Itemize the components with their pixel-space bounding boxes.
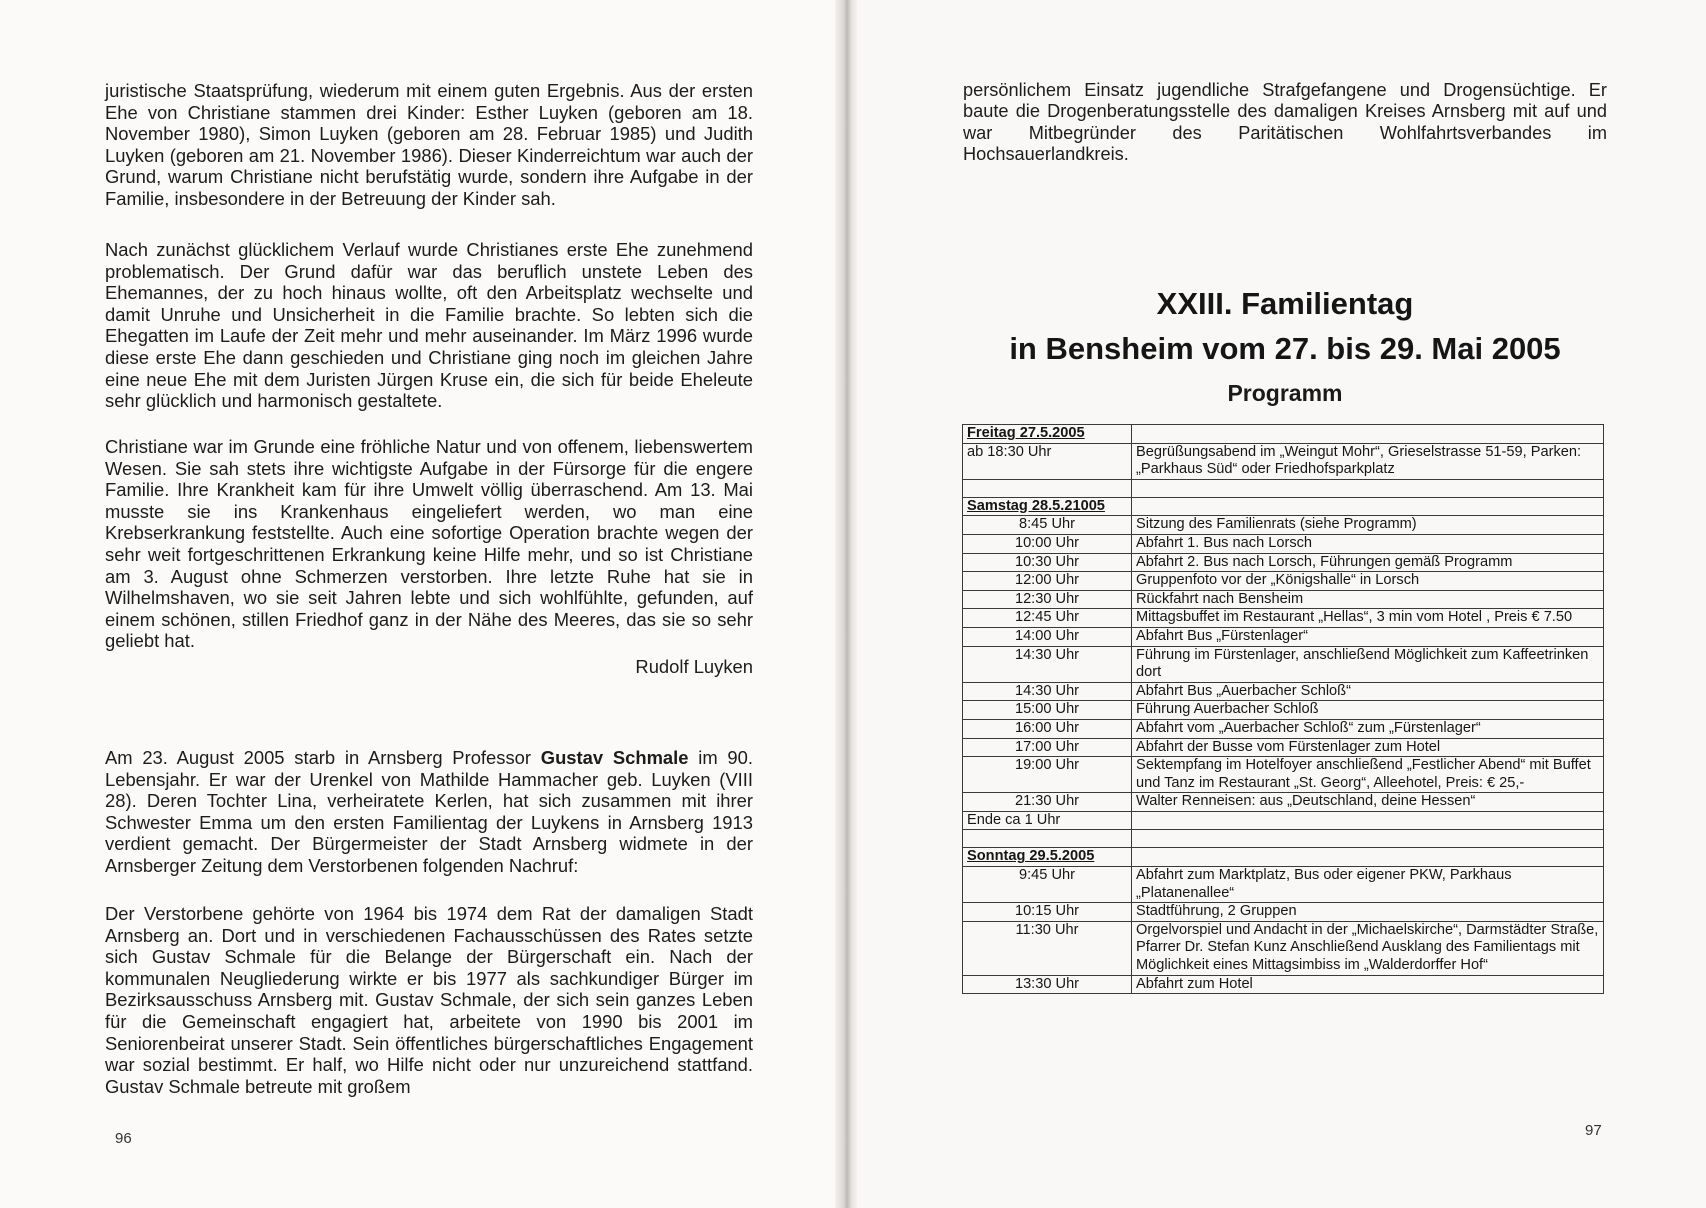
schedule-row — [963, 903, 1604, 922]
schedule-description: Walter Renneisen: aus „Deutschland, deine Hessen“ — [1132, 793, 1604, 812]
schedule-time: 15:00 Uhr — [963, 701, 1132, 720]
right-paragraph-1: persönlichem Einsatz jugendliche Strafgefangene und Drogensüchtige. Er baute die Drogenberatungsstelle des damaligen Kreises Arnsberg mit auf und war Mitbegründer des Paritätischen Wohlfahrtsverbandes im Hochsauerlandkreis. — [963, 80, 1607, 165]
schedule-day-row — [963, 425, 1604, 444]
schedule-description: Abfahrt zum Marktplatz, Bus oder eigener PKW, Parkhaus „Platanenallee“ — [1132, 867, 1604, 903]
schedule-day: Samstag 28.5.21005 — [963, 497, 1132, 516]
schedule-description: Orgelvorspiel und Andacht in der „Michaelskirche“, Darmstädter Straße, Pfarrer Dr. Stefan Kunz Anschließend Ausklang des Familientags mit Möglichkeit eines Mittagsimbiss im „Walderdorffer Hof“ — [1132, 921, 1604, 975]
schedule-time: 10:30 Uhr — [963, 553, 1132, 572]
schedule-description — [1132, 830, 1604, 848]
schedule-time: Ende ca 1 Uhr — [963, 811, 1132, 830]
left-paragraph-2: Nach zunächst glücklichem Verlauf wurde Christianes erste Ehe zunehmend problematisch. Der Grund dafür war das beruflich unstete Leben des Ehemannes, der zu hoch hinaus wollte, oft den Arbeitsplatz wechselte und damit Unruhe und Unsicherheit in die Familie brachte. So lebten sich die Ehegatten im Laufe der Zeit mehr und mehr auseinander. Im März 1996 wurde diese erste Ehe dann geschieden und Christiane ging noch im gleichen Jahre eine neue Ehe mit dem Juristen Jürgen Kruse ein, die sich für beide Eheleute sehr glücklich und harmonisch gestaltete. — [105, 239, 753, 412]
schedule-row — [963, 553, 1604, 572]
schedule-row — [963, 572, 1604, 591]
page-number-right: 97 — [1585, 1122, 1602, 1139]
schedule-row — [963, 534, 1604, 553]
schedule-description: Begrüßungsabend im „Weingut Mohr“, Grieselstrasse 51-59, Parken: „Parkhaus Süd“ oder Friedhofsparkplatz — [1132, 443, 1604, 479]
schedule-row — [963, 867, 1604, 903]
schedule-time: 19:00 Uhr — [963, 757, 1132, 793]
schedule-time: 12:30 Uhr — [963, 590, 1132, 609]
schedule-time: 17:00 Uhr — [963, 738, 1132, 757]
schedule-day: Freitag 27.5.2005 — [963, 425, 1132, 444]
schedule-description: Abfahrt 2. Bus nach Lorsch, Führungen gemäß Programm — [1132, 553, 1604, 572]
schedule-row — [963, 682, 1604, 701]
left-paragraph-1: juristische Staatsprüfung, wiederum mit einem guten Ergebnis. Aus der ersten Ehe von Christiane stammen drei Kinder: Esther Luyken (geboren am 18. November 1980), Simon Luyken (geboren am 28. Februar 1985) und Judith Luyken (geboren am 21. November 1986). Dieser Kinderreichtum war auch der Grund, warum Christiane nicht berufstätig wurde, sondern ihre Aufgabe in der Familie, insbesondere in der Betreuung der Kinder sah. — [105, 80, 753, 209]
schedule-time: 12:45 Uhr — [963, 609, 1132, 628]
program-subtitle: Programm — [1227, 380, 1343, 406]
schedule-description — [1132, 425, 1604, 444]
schedule-description: Sitzung des Familienrats (siehe Programm) — [1132, 516, 1604, 535]
schedule-time: 14:30 Uhr — [963, 682, 1132, 701]
schedule-description — [1132, 497, 1604, 516]
schedule-time: 10:00 Uhr — [963, 534, 1132, 553]
schedule-day-row — [963, 497, 1604, 516]
schedule-blank-row — [963, 830, 1604, 848]
schedule-time: 8:45 Uhr — [963, 516, 1132, 535]
schedule-description: Abfahrt der Busse vom Fürstenlager zum Hotel — [1132, 738, 1604, 757]
schedule-description: Abfahrt Bus „Fürstenlager“ — [1132, 627, 1604, 646]
event-title-dates: in Bensheim vom 27. bis 29. Mai 2005 — [1009, 331, 1561, 366]
schedule-row — [963, 701, 1604, 720]
schedule-description: Abfahrt 1. Bus nach Lorsch — [1132, 534, 1604, 553]
schedule-row — [963, 590, 1604, 609]
schedule-time: 10:15 Uhr — [963, 903, 1132, 922]
paragraph-4-before: Am 23. August 2005 starb in Arnsberg Professor — [105, 747, 532, 768]
schedule-description: Abfahrt vom „Auerbacher Schloß“ zum „Fürstenlager“ — [1132, 719, 1604, 738]
schedule-description: Führung im Fürstenlager, anschließend Möglichkeit zum Kaffeetrinken dort — [1132, 646, 1604, 682]
program-table — [962, 424, 1604, 994]
schedule-row — [963, 975, 1604, 994]
signature: Rudolf Luyken — [635, 656, 753, 677]
schedule-row — [963, 627, 1604, 646]
schedule-time: 9:45 Uhr — [963, 867, 1132, 903]
schedule-description — [1132, 479, 1604, 497]
schedule-time — [963, 830, 1132, 848]
event-title: XXIII. Familientag — [1156, 286, 1414, 321]
left-paragraph-4 — [105, 747, 753, 877]
schedule-row — [963, 738, 1604, 757]
schedule-description: Gruppenfoto vor der „Königshalle“ in Lorsch — [1132, 572, 1604, 591]
schedule-description: Sektempfang im Hotelfoyer anschließend „Festlicher Abend“ mit Buffet und Tanz im Restaurant „St. Georg“, Alleehotel, Preis: € 25,- — [1132, 757, 1604, 793]
schedule-time: ab 18:30 Uhr — [963, 443, 1132, 479]
page-number-left: 96 — [115, 1130, 132, 1147]
left-paragraph-3: Christiane war im Grunde eine fröhliche Natur und von offenem, liebenswertem Wesen. Sie sah stets ihre wichtigste Aufgabe in der Fürsorge für die engere Familie. Ihre Krankheit kam für ihre Umwelt völlig überraschend. Am 13. Mai musste sie ins Krankenhaus eingeliefert werden, wo man eine Krebserkrankung feststellte. Auch eine sofortige Operation brachte wegen der sehr weit fortgeschrittenen Erkrankung keine Hilfe mehr, und so ist Christiane am 3. August ohne Schmerzen verstorben. Ihre letzte Ruhe hat sie in Wilhelmshaven, wo sie seit Jahren lebte und sich wohlfühlte, gefunden, auf einem schönen, stillen Friedhof ganz in der Nähe des Meeres, das sie so sehr geliebt hat. — [105, 436, 753, 652]
schedule-time: 21:30 Uhr — [963, 793, 1132, 812]
schedule-row — [963, 646, 1604, 682]
schedule-day-row — [963, 848, 1604, 867]
schedule-row — [963, 609, 1604, 628]
schedule-row — [963, 719, 1604, 738]
schedule-time: 14:00 Uhr — [963, 627, 1132, 646]
schedule-time: 13:30 Uhr — [963, 975, 1132, 994]
schedule-description: Führung Auerbacher Schloß — [1132, 701, 1604, 720]
schedule-time: 14:30 Uhr — [963, 646, 1132, 682]
schedule-row — [963, 811, 1604, 830]
schedule-time: 12:00 Uhr — [963, 572, 1132, 591]
schedule-blank-row — [963, 479, 1604, 497]
paragraph-4-after: im 90. Lebensjahr. Er war der Urenkel von Mathilde Hammacher geb. Luyken (VIII 28). Deren Tochter Lina, verheiratete Kerlen, hat sich zusammen mit ihrer Schwester Emma um den ersten Familientag der Luykens in Arnsberg 1913 verdient gemacht. Der Bürgermeister der Stadt Arnsberg widmete in der Arnsberger Zeitung dem Verstorbenen folgenden Nachruf: — [105, 747, 753, 876]
book-gutter — [835, 0, 857, 1208]
schedule-description: Rückfahrt nach Bensheim — [1132, 590, 1604, 609]
schedule-description — [1132, 848, 1604, 867]
schedule-description: Abfahrt Bus „Auerbacher Schloß“ — [1132, 682, 1604, 701]
left-paragraph-5: Der Verstorbene gehörte von 1964 bis 1974 dem Rat der damaligen Stadt Arnsberg an. Dort und in verschiedenen Fachausschüssen des Rates setzte sich Gustav Schmale für die Belange der Bürgerschaft ein. Nach der kommunalen Neugliederung wirkte er bis 1977 als sachkundiger Bürger im Bezirksausschuss Arnsberg mit. Gustav Schmale, der sich sein ganzes Leben für die Gemeinschaft engagiert hat, arbeitete von 1990 bis 2001 im Seniorenbeirat unserer Stadt. Sein öffentliches bürgerschaftliches Engagement war sozial bestimmt. Er half, wo Hilfe nicht oder nur unzureichend stattfand. Gustav Schmale betreute mit großem — [105, 903, 753, 1097]
schedule-row — [963, 757, 1604, 793]
schedule-description: Abfahrt zum Hotel — [1132, 975, 1604, 994]
schedule-description: Mittagsbuffet im Restaurant „Hellas“, 3 min vom Hotel , Preis € 7.50 — [1132, 609, 1604, 628]
schedule-day: Sonntag 29.5.2005 — [963, 848, 1132, 867]
schedule-row — [963, 921, 1604, 975]
schedule-row — [963, 443, 1604, 479]
schedule-description: Stadtführung, 2 Gruppen — [1132, 903, 1604, 922]
schedule-row — [963, 516, 1604, 535]
schedule-row — [963, 793, 1604, 812]
schedule-time: 16:00 Uhr — [963, 719, 1132, 738]
schedule-time — [963, 479, 1132, 497]
schedule-time: 11:30 Uhr — [963, 921, 1132, 975]
schedule-description — [1132, 811, 1604, 830]
person-name: Gustav Schmale — [540, 747, 689, 768]
